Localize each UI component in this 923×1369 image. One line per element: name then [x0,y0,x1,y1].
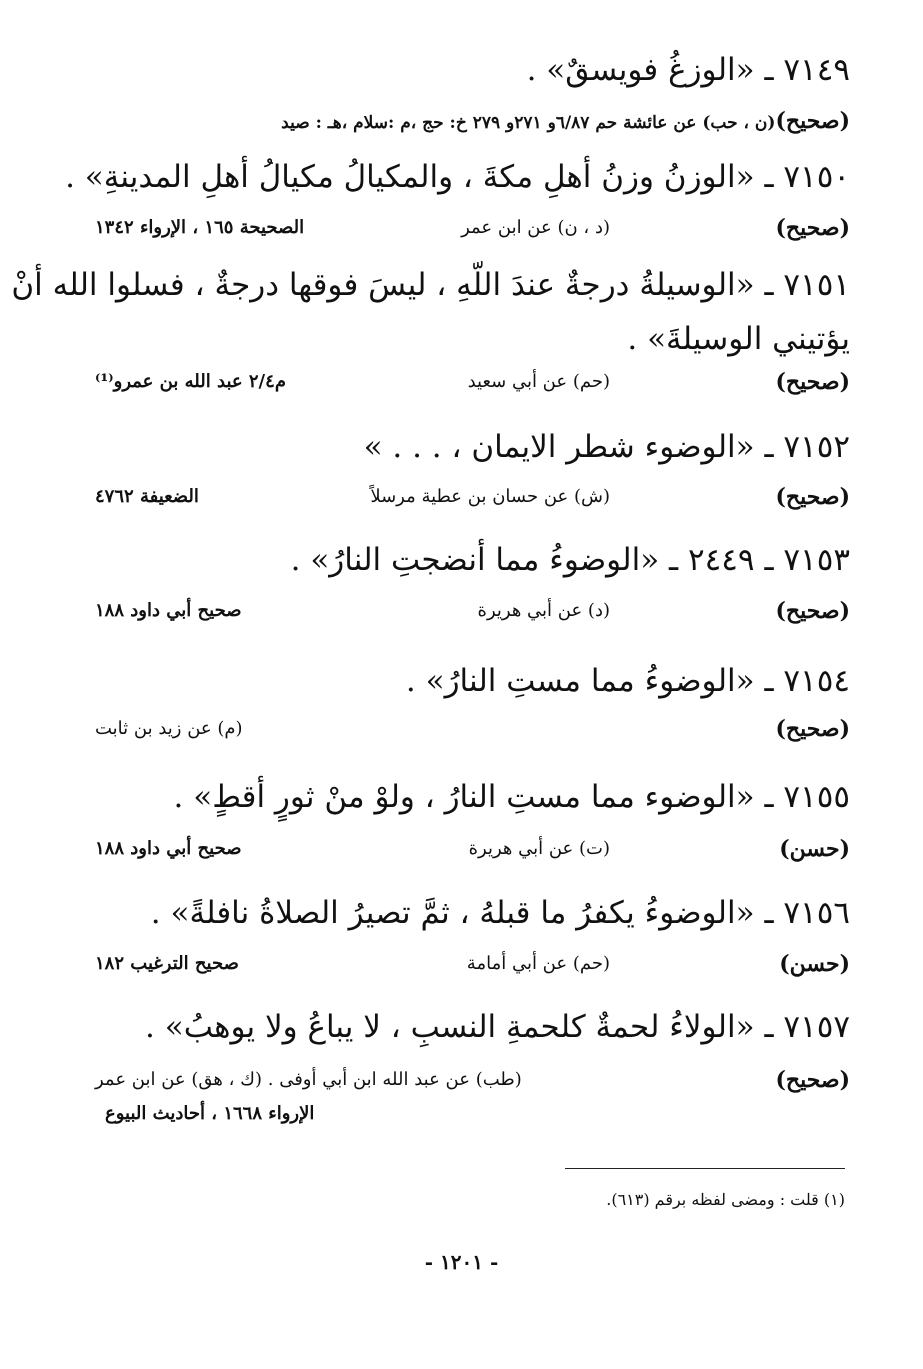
hadith-7157-reference: الإرواء ١٦٦٨ ، أحاديث البيوع [105,1103,315,1124]
grade-label: (صحيح) [775,369,850,395]
reference: الصحيحة ١٦٥ ، الإرواء ١٣٤٢ [95,217,305,238]
hadith-7149-text: ٧١٤٩ ـ «الوزغُ فويسقٌ» . [526,52,850,88]
reference: صحيح الترغيب ١٨٢ [95,953,239,974]
reference: الضعيفة ٤٧٦٢ [95,486,199,507]
hadith-7152-text: ٧١٥٢ ـ «الوضوء شطر الايمان ، . . . » [363,429,850,465]
narrator: (حم) عن أبي أمامة [466,953,610,974]
hadith-7156-source [95,949,850,979]
reference: صحيح أبي داود ١٨٨ [95,838,242,859]
grade-label: (حسن) [779,836,850,862]
footnote-divider [565,1168,845,1169]
narrator: (حم) عن أبي سعيد [467,371,610,392]
hadith-7157-source [95,1065,850,1095]
hadith-7150-source [95,213,850,243]
grade-label: (صحيح) [775,716,850,742]
narrator: (م) عن زيد بن ثابت [95,718,243,739]
narrator: (د) عن أبي هريرة [477,600,610,621]
grade-label: (حسن) [779,951,850,977]
hadith-7149-grade-and-narrator: (صحيح)(ن ، حب) عن عائشة حم ٦/٨٧و ٢٧١و ٢٧٩ خ: حج ،م :سلام ،هـ : صيد [281,108,850,134]
hadith-7156-text: ٧١٥٦ ـ «الوضوءُ يكفرُ ما قبلهُ ، ثمَّ تصيرُ الصلاةُ نافلةً» . [150,895,850,931]
grade-label: (صحيح) [775,484,850,510]
grade-label: (صحيح) [775,1067,850,1093]
hadith-7155-source [95,834,850,864]
hadith-7149-source [95,106,850,136]
narrator: (ش) عن حسان بن عطية مرسلاً [370,486,610,507]
reference: م٢/٤ عبد الله بن عمرو⁽¹⁾ [95,371,286,392]
hadith-7151-text: ٧١٥١ ـ «الوسيلةُ درجةٌ عندَ اللّهِ ، ليسَ فوقها درجةٌ ، فسلوا الله أنْ [11,267,850,303]
hadith-7154-source [95,714,850,744]
narrator: (ت) عن أبي هريرة [468,838,610,859]
footnote: (١) قلت : ومضى لفظه برقم (٦١٣). [606,1190,845,1209]
hadith-7154-text: ٧١٥٤ ـ «الوضوءُ مما مستِ النارُ» . [405,663,850,699]
hadith-7153-source [95,596,850,626]
hadith-7150-text: ٧١٥٠ ـ «الوزنُ وزنُ أهلِ مكةَ ، والمكيالُ مكيالُ أهلِ المدينةِ» . [65,159,850,195]
reference: صحيح أبي داود ١٨٨ [95,600,242,621]
hadith-7153-text: ٧١٥٣ ـ ٢٤٤٩ ـ «الوضوءُ مما أنضجتِ النارُ» . [290,542,850,578]
grade-label: (صحيح) [775,215,850,241]
hadith-7151-source [95,367,850,397]
page-number: - ١٢٠١ - [424,1250,499,1274]
grade-label: (صحيح) [775,598,850,624]
narrator: (طب) عن عبد الله ابن أبي أوفى . (ك ، هق) عن ابن عمر [95,1069,522,1090]
narrator: (د ، ن) عن ابن عمر [461,217,610,238]
hadith-7157-text: ٧١٥٧ ـ «الولاءُ لحمةٌ كلحمةِ النسبِ ، لا يباعُ ولا يوهبُ» . [145,1009,850,1045]
hadith-7151-text-cont: يؤتيني الوسيلةَ» . [627,321,850,357]
hadith-7155-text: ٧١٥٥ ـ «الوضوء مما مستِ النارُ ، ولوْ منْ ثورٍ أقطٍ» . [173,779,850,815]
hadith-7152-source [95,482,850,512]
